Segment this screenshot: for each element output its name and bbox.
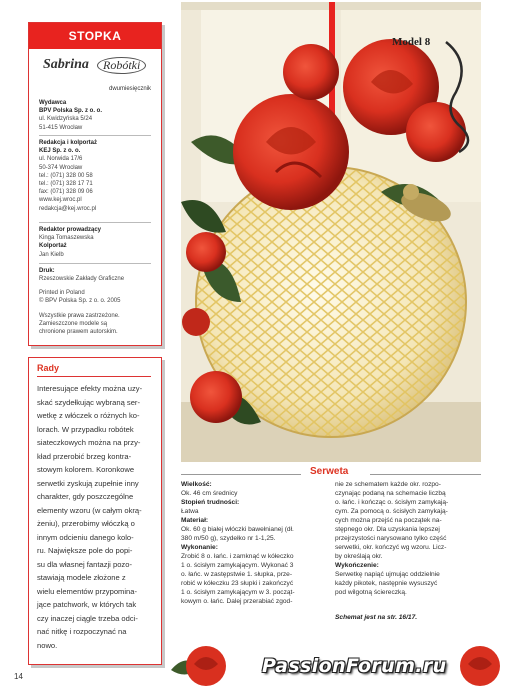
rady-line: nać nitkę i rozpoczynać na bbox=[37, 627, 127, 636]
editorial-email-link[interactable]: redakcja@kej.wroc.pl bbox=[39, 205, 97, 212]
divider bbox=[39, 263, 151, 264]
material-label: Materiał: bbox=[181, 517, 209, 524]
distribution-label: Kolportaż bbox=[39, 243, 67, 250]
rady-line: ru. Największe pole do popi- bbox=[37, 546, 133, 555]
sabrina-robotki-logo bbox=[39, 54, 153, 84]
editorial-label: Redakcja i kolportaż bbox=[39, 140, 98, 146]
execution-line: 1 o. ścisłym zamykającym. Wykonać 3 bbox=[181, 562, 294, 569]
rady-line: serwetki zyskują zupełnie inny bbox=[37, 478, 139, 488]
editorial-line: ul. Norwida 17/6 bbox=[39, 156, 83, 163]
rady-line: charakter, gdy poszczególne bbox=[37, 492, 134, 501]
print-block bbox=[39, 267, 157, 283]
printed-block bbox=[39, 289, 157, 305]
logo-brand-main: Sabrina bbox=[43, 57, 89, 72]
stopka-box bbox=[28, 22, 162, 346]
serweta-divider bbox=[370, 474, 481, 475]
frequency-label: dwumiesięcznik bbox=[108, 86, 151, 92]
photo-illustration bbox=[181, 2, 481, 462]
rady-line: wetkę z włóczek o różnych ko- bbox=[37, 411, 140, 420]
finish-line: pod wilgotną ściereczką. bbox=[335, 589, 407, 596]
execution-continued-line: nie ze schematem każde okr. rozpo- bbox=[335, 481, 441, 488]
rady-line: su dla własnej fantazji pozo- bbox=[37, 559, 132, 569]
rights-line: chronione prawem autorskim. bbox=[39, 329, 118, 336]
finish-label: Wykończenie: bbox=[335, 562, 379, 569]
distribution-name: Jan Kielb bbox=[39, 251, 64, 258]
rady-line: wielu elementów przypomina- bbox=[37, 586, 138, 596]
rights-block bbox=[39, 312, 157, 337]
editor-label: Redaktor prowadzący bbox=[39, 227, 102, 233]
execution-line: o. łańc. w zastępstwie 1. słupka, prze- bbox=[181, 571, 293, 578]
rady-box bbox=[28, 357, 162, 665]
divider bbox=[39, 135, 151, 136]
editorial-block bbox=[39, 139, 157, 213]
editor-name: Kinga Tomaszewska bbox=[39, 235, 94, 242]
editorial-line: tel.: (071) 328 00 58 bbox=[39, 172, 93, 179]
rady-line: czy inaczej ciągle trzeba odci- bbox=[37, 613, 138, 623]
editorial-line: tel.: (071) 328 17 71 bbox=[39, 181, 93, 188]
rose-decoration bbox=[454, 642, 504, 688]
print-name: Rzeszowskie Zakłady Graficzne bbox=[39, 276, 125, 283]
difficulty-value: Łatwa bbox=[181, 508, 199, 515]
watermark: PassionForum.ru bbox=[262, 655, 447, 677]
publisher-block bbox=[39, 99, 157, 132]
finish-line: każdy pikotek, następnie wysuszyć bbox=[335, 580, 438, 587]
execution-line: Zrobić 8 o. łańc. i zamknąć w kółeczko bbox=[181, 553, 294, 560]
execution-line: robić w kółeczku 23 słupki i zakończyć bbox=[181, 580, 294, 587]
rady-line: siateczkowych można na przy- bbox=[37, 438, 141, 447]
model-label: Model 8 bbox=[392, 36, 431, 48]
difficulty-label: Stopień trudności: bbox=[181, 499, 240, 506]
execution-continued-line: przejrzystości narysowano tylko część bbox=[335, 535, 447, 542]
serweta-right-column bbox=[335, 480, 481, 597]
rady-line: innym odcieniu danego kolo- bbox=[37, 532, 134, 542]
rady-line: Interesujące efekty można uzy- bbox=[37, 384, 143, 393]
material-line: 380 m/50 g), szydełko nr 1-1,25. bbox=[181, 535, 276, 542]
rights-line: Zamieszczone modele są bbox=[39, 321, 108, 328]
size-value: Ok. 46 cm średnicy bbox=[181, 490, 238, 497]
execution-label: Wykonanie: bbox=[181, 544, 218, 551]
rady-line: elementy wzoru (w całym okrą- bbox=[37, 505, 142, 515]
publisher-line: 51-415 Wrocław bbox=[39, 124, 83, 131]
finish-line: Serwetkę napiąć ujmując oddzielnie bbox=[335, 571, 440, 578]
publisher-line: BPV Polska Sp. z o. o. bbox=[39, 108, 103, 115]
serweta-left-column bbox=[181, 480, 325, 606]
material-line: Ok. 60 g białej włóczki bawełnianej (dł. bbox=[181, 526, 294, 533]
rady-text bbox=[37, 382, 153, 652]
rady-line: nowo. bbox=[37, 640, 58, 650]
size-label: Wielkość: bbox=[181, 481, 212, 488]
execution-line: 1 o. ścisłym zamykającym w 3. począt- bbox=[181, 589, 295, 596]
execution-continued-line: cych można przejść na początek na- bbox=[335, 517, 442, 524]
rady-line: żeniu), przerobimy włóczką o bbox=[37, 519, 135, 528]
rady-line: stawiają modele złożone z bbox=[37, 573, 126, 582]
editorial-line: 50-374 Wrocław bbox=[39, 164, 83, 171]
rady-line: kład przerobić brzeg kontra- bbox=[37, 451, 132, 461]
rose-decoration bbox=[166, 640, 236, 688]
serweta-title: Serweta bbox=[310, 466, 349, 477]
execution-continued-line: serwetki, okr. kończyć wg wzoru. Licz- bbox=[335, 544, 447, 551]
rady-divider bbox=[37, 376, 151, 377]
rady-title: Rady bbox=[37, 363, 60, 373]
editorial-line: fax: (071) 328 09 06 bbox=[39, 189, 93, 196]
logo-brand-sub: Robótki bbox=[97, 57, 146, 74]
execution-continued-line: stępnego okr. Dla uzyskania lepszej bbox=[335, 526, 440, 533]
page-number: 14 bbox=[14, 672, 23, 681]
rady-line: stowym kolorem. Koronkowe bbox=[37, 465, 135, 474]
execution-continued-line: cym. Za pomocą o. ścisłych zamykają- bbox=[335, 508, 448, 515]
execution-continued-line: by określają okr. bbox=[335, 553, 383, 560]
printed-line: Printed in Poland bbox=[39, 290, 85, 296]
crochet-ball-photo bbox=[181, 2, 481, 462]
rights-line: Wszystkie prawa zastrzeżone. bbox=[39, 313, 120, 319]
printed-line: © BPV Polska Sp. z o. o. 2005 bbox=[39, 298, 121, 305]
execution-line: kowym o. łańc. Dalej przerabiać zgod- bbox=[181, 598, 293, 605]
divider bbox=[39, 222, 151, 223]
stopka-title: STOPKA bbox=[29, 23, 161, 49]
rady-line: jące patchwork, w których tak bbox=[37, 600, 137, 609]
editorial-website-link[interactable]: www.kej.wroc.pl bbox=[39, 197, 82, 204]
print-label: Druk: bbox=[39, 268, 55, 274]
publisher-line: ul. Kwidzyńska 5/24 bbox=[39, 116, 93, 123]
rady-line: skać szydełkując wybraną ser- bbox=[37, 397, 140, 407]
serweta-divider bbox=[181, 474, 301, 475]
publisher-label: Wydawca bbox=[39, 100, 67, 106]
execution-continued-line: o. łańc. i kończąc o. ścisłym zamykają- bbox=[335, 499, 449, 506]
execution-continued-line: czynając podaną na schemacie liczbą bbox=[335, 490, 446, 497]
schemat-note: Schemat jest na str. 16/17. bbox=[335, 614, 418, 621]
rady-line: lorach. W przypadku robótek bbox=[37, 424, 134, 434]
editor-block bbox=[39, 226, 157, 259]
editorial-line: KEJ Sp. z o. o. bbox=[39, 148, 81, 155]
